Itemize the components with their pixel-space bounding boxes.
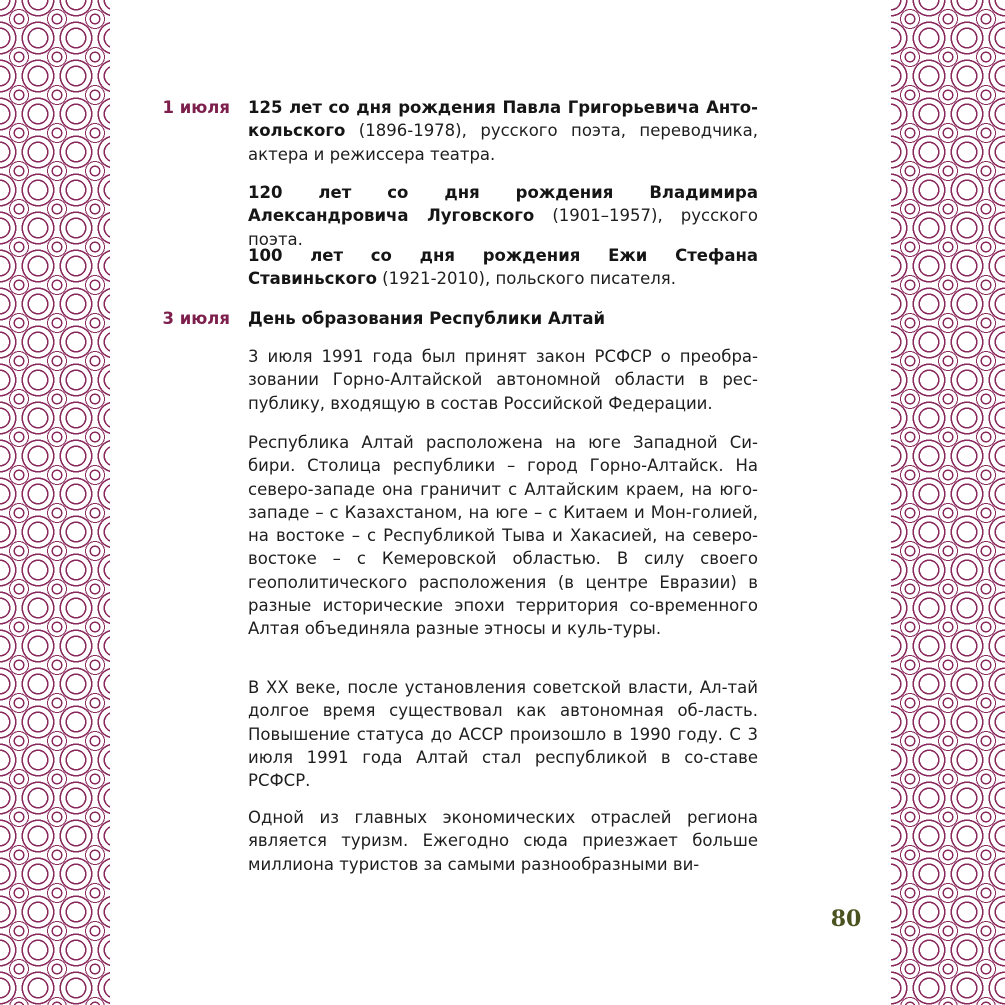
event-details: (1896-1978), русского поэта, переводчика, актера и режиссера театра. [248,121,758,164]
body-paragraph: Республика Алтай расположена на юге Западной Си-бири. Столица республики – город Горно-Алтайск. На северо-западе она граничит с Алтайским краем, на юго-западе – с Казахстаном, на юге – с Китаем и Мон-голией, на востоке – с Республикой Тыва и Хакасией, на северо-востоке – с Кемеровской областью. В силу своего геополитического расположения (в центре Евразии) в разные исторические эпохи территория со-временного Алтая объединяла разные этносы и куль-туры. [248,433,758,639]
section-heading: День образования Республики Алтай [248,309,606,328]
page-number: 80 [830,906,862,932]
event-title: 125 лет со дня рождения Павла Григорьевича Анто-кольского [248,98,758,141]
event-details: (1901–1957), русского поэта. [248,206,758,249]
event-title: 100 лет со дня рождения Ежи Стефана Ставиньского [248,246,758,289]
body-paragraph: В XX веке, после установления советской власти, Ал-тай долгое время существовал как автономная об-ласть. Повышение статуса до АССР произошло в 1990 году. С 3 июля 1991 года Алтай стал республикой в со-ставе РСФСР. [248,678,758,791]
date-label-july-1: 1 июля [162,98,230,117]
event-paragraph [248,244,758,291]
body-paragraph: Одной из главных экономических отраслей региона является туризм. Ежегодно сюда приезжает больше миллиона туристов за самыми разнообразными ви- [248,808,758,874]
event-paragraph [248,96,758,166]
body-paragraph: 3 июля 1991 года был принят закон РСФСР о преобра-зовании Горно-Алтайской автономной области в рес-публику, входящую в состав Российской Федерации. [248,347,758,413]
ornamental-border-right [891,0,1005,1005]
date-label-july-3: 3 июля [162,309,230,328]
event-title: 120 лет со дня рождения Владимира Александровича Луговского [248,183,758,226]
event-details: (1921-2010), польского писателя. [376,269,676,289]
event-paragraph [248,181,758,251]
ornamental-border-left [0,0,110,1005]
